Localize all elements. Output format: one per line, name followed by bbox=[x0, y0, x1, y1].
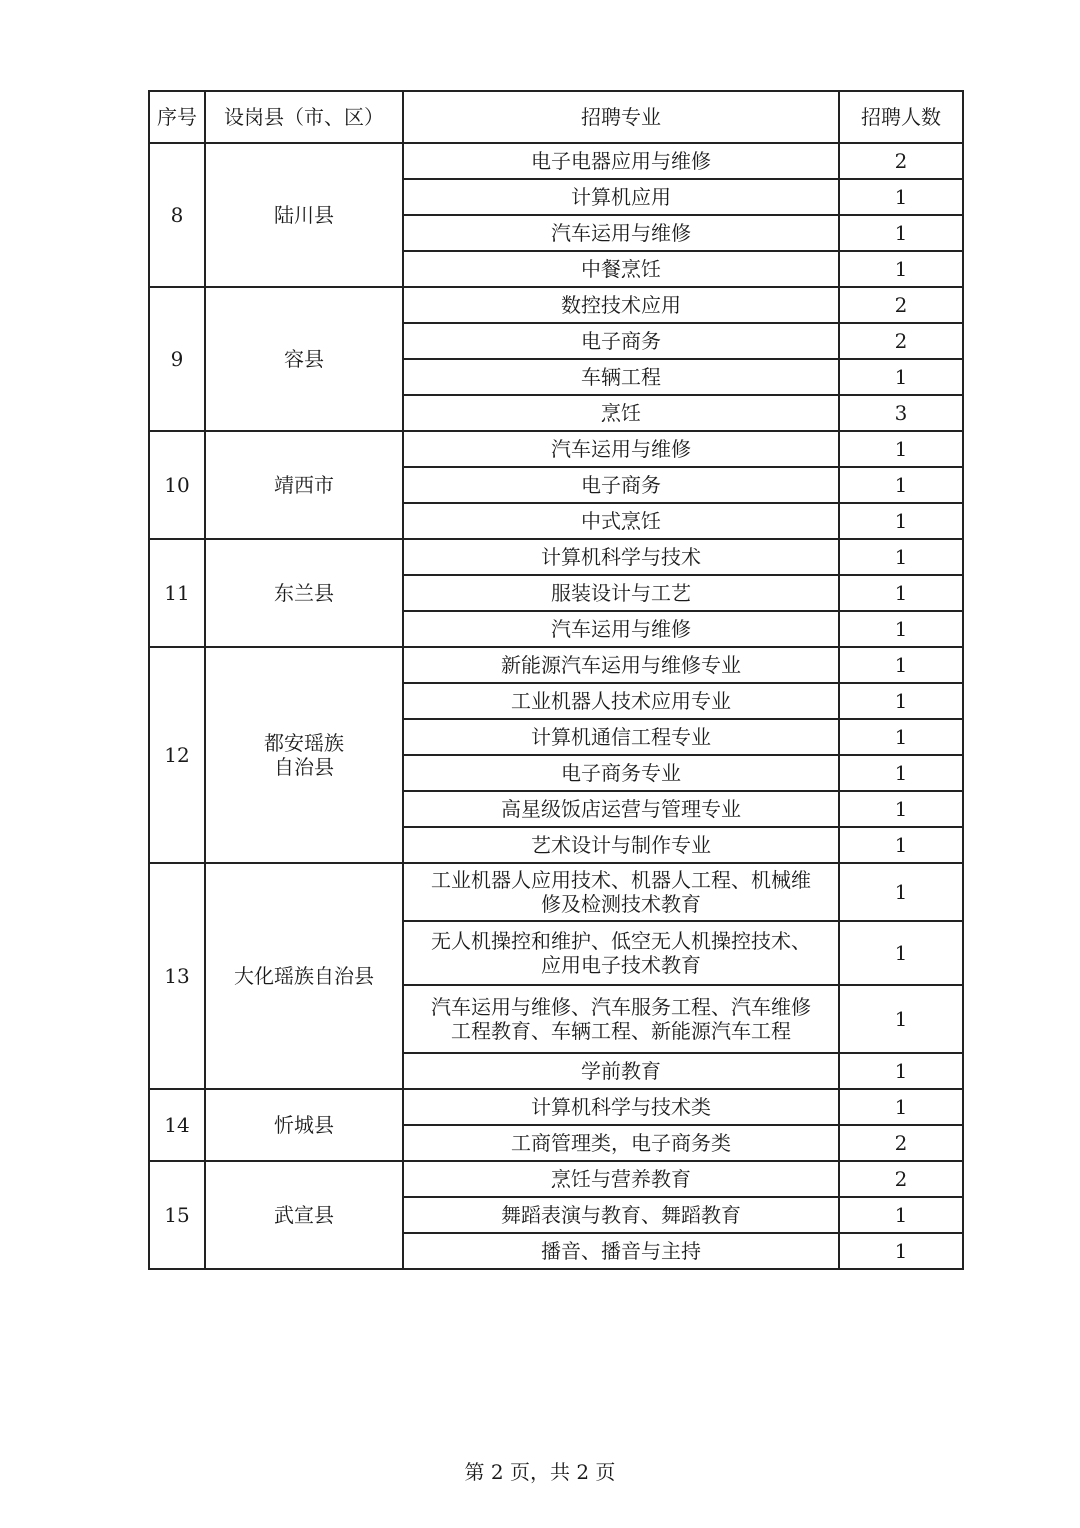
group-county: 陆川县 bbox=[205, 143, 403, 287]
major-cell: 无人机操控和维护、低空无人机操控技术、 应用电子技术教育 bbox=[403, 921, 839, 985]
table-row bbox=[149, 287, 963, 323]
count-cell: 1 bbox=[839, 719, 963, 755]
header-index: 序号 bbox=[149, 91, 205, 143]
count-cell: 1 bbox=[839, 539, 963, 575]
count-cell: 2 bbox=[839, 1125, 963, 1161]
major-cell: 数控技术应用 bbox=[403, 287, 839, 323]
major-cell: 计算机通信工程专业 bbox=[403, 719, 839, 755]
major-cell: 烹饪 bbox=[403, 395, 839, 431]
group-county: 武宣县 bbox=[205, 1161, 403, 1269]
count-cell: 1 bbox=[839, 575, 963, 611]
major-cell: 工商管理类，电子商务类 bbox=[403, 1125, 839, 1161]
group-county: 忻城县 bbox=[205, 1089, 403, 1161]
count-cell: 1 bbox=[839, 359, 963, 395]
table-row bbox=[149, 539, 963, 575]
group-county: 大化瑶族自治县 bbox=[205, 863, 403, 1089]
major-cell: 电子商务 bbox=[403, 467, 839, 503]
major-cell: 电子商务专业 bbox=[403, 755, 839, 791]
count-cell: 1 bbox=[839, 503, 963, 539]
major-cell: 汽车运用与维修、汽车服务工程、汽车维修 工程教育、车辆工程、新能源汽车工程 bbox=[403, 985, 839, 1053]
major-cell: 服装设计与工艺 bbox=[403, 575, 839, 611]
group-county: 容县 bbox=[205, 287, 403, 431]
major-cell: 车辆工程 bbox=[403, 359, 839, 395]
major-cell: 中式烹饪 bbox=[403, 503, 839, 539]
major-cell: 艺术设计与制作专业 bbox=[403, 827, 839, 863]
group-index: 12 bbox=[149, 647, 205, 863]
recruitment-table bbox=[148, 90, 964, 1270]
group-county: 都安瑶族 自治县 bbox=[205, 647, 403, 863]
major-cell: 学前教育 bbox=[403, 1053, 839, 1089]
count-cell: 1 bbox=[839, 251, 963, 287]
group-index: 10 bbox=[149, 431, 205, 539]
count-cell: 1 bbox=[839, 863, 963, 921]
header-county: 设岗县（市、区） bbox=[205, 91, 403, 143]
count-cell: 1 bbox=[839, 467, 963, 503]
count-cell: 1 bbox=[839, 1089, 963, 1125]
table-row bbox=[149, 863, 963, 921]
count-cell: 1 bbox=[839, 921, 963, 985]
count-cell: 1 bbox=[839, 683, 963, 719]
count-cell: 1 bbox=[839, 985, 963, 1053]
header-major: 招聘专业 bbox=[403, 91, 839, 143]
count-cell: 1 bbox=[839, 611, 963, 647]
group-index: 8 bbox=[149, 143, 205, 287]
group-index: 15 bbox=[149, 1161, 205, 1269]
count-cell: 1 bbox=[839, 1233, 963, 1269]
major-cell: 高星级饭店运营与管理专业 bbox=[403, 791, 839, 827]
group-index: 14 bbox=[149, 1089, 205, 1161]
major-cell: 汽车运用与维修 bbox=[403, 215, 839, 251]
count-cell: 1 bbox=[839, 215, 963, 251]
major-cell: 工业机器人应用技术、机器人工程、机械维 修及检测技术教育 bbox=[403, 863, 839, 921]
major-cell: 工业机器人技术应用专业 bbox=[403, 683, 839, 719]
major-cell: 电子电器应用与维修 bbox=[403, 143, 839, 179]
group-index: 11 bbox=[149, 539, 205, 647]
major-cell: 汽车运用与维修 bbox=[403, 431, 839, 467]
count-cell: 1 bbox=[839, 1053, 963, 1089]
count-cell: 2 bbox=[839, 287, 963, 323]
table-row bbox=[149, 1089, 963, 1125]
count-cell: 1 bbox=[839, 647, 963, 683]
table-body bbox=[149, 143, 963, 1269]
group-index: 13 bbox=[149, 863, 205, 1089]
table-row bbox=[149, 431, 963, 467]
header-count: 招聘人数 bbox=[839, 91, 963, 143]
table-row bbox=[149, 647, 963, 683]
major-cell: 汽车运用与维修 bbox=[403, 611, 839, 647]
group-county: 东兰县 bbox=[205, 539, 403, 647]
major-cell: 计算机应用 bbox=[403, 179, 839, 215]
major-cell: 中餐烹饪 bbox=[403, 251, 839, 287]
count-cell: 2 bbox=[839, 1161, 963, 1197]
major-cell: 计算机科学与技术类 bbox=[403, 1089, 839, 1125]
table-row bbox=[149, 143, 963, 179]
table-row bbox=[149, 1161, 963, 1197]
count-cell: 2 bbox=[839, 143, 963, 179]
major-cell: 烹饪与营养教育 bbox=[403, 1161, 839, 1197]
count-cell: 2 bbox=[839, 323, 963, 359]
count-cell: 1 bbox=[839, 431, 963, 467]
group-index: 9 bbox=[149, 287, 205, 431]
major-cell: 舞蹈表演与教育、舞蹈教育 bbox=[403, 1197, 839, 1233]
count-cell: 1 bbox=[839, 179, 963, 215]
count-cell: 3 bbox=[839, 395, 963, 431]
page-footer: 第 2 页，共 2 页 bbox=[464, 1460, 616, 1484]
count-cell: 1 bbox=[839, 1197, 963, 1233]
major-cell: 播音、播音与主持 bbox=[403, 1233, 839, 1269]
count-cell: 1 bbox=[839, 791, 963, 827]
table-header-row bbox=[149, 91, 963, 143]
count-cell: 1 bbox=[839, 827, 963, 863]
count-cell: 1 bbox=[839, 755, 963, 791]
major-cell: 新能源汽车运用与维修专业 bbox=[403, 647, 839, 683]
major-cell: 电子商务 bbox=[403, 323, 839, 359]
major-cell: 计算机科学与技术 bbox=[403, 539, 839, 575]
group-county: 靖西市 bbox=[205, 431, 403, 539]
